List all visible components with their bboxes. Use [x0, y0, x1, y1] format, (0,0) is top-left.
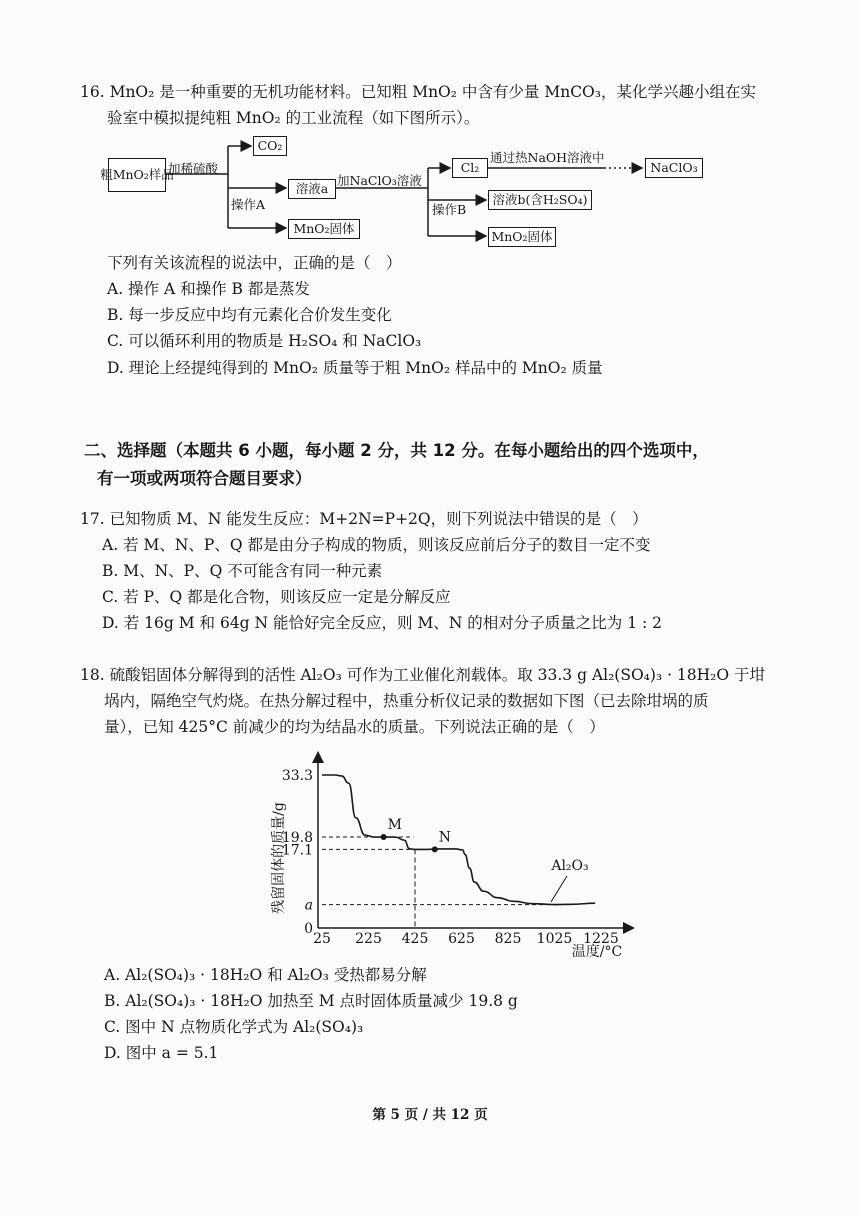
point-label-n: N — [438, 829, 452, 846]
q16-option-b: B. 每一步反应中均有元素化合价发生变化 — [107, 306, 392, 324]
x-tick-label: 625 — [448, 931, 475, 947]
q16-line2: 验室中模拟提纯粗 MnO₂ 的工业流程（如下图所示）。 — [107, 109, 480, 127]
flow-mno2-solid-a-box: MnO₂固体 — [288, 219, 360, 239]
point-n — [432, 846, 438, 852]
y-axis-label: 残留固体的质量/g — [271, 802, 287, 914]
q16-option-a: A. 操作 A 和操作 B 都是蒸发 — [107, 280, 310, 298]
flow-solution-b-box: 溶液b(含H₂SO₄) — [488, 190, 592, 210]
x-tick-label: 425 — [401, 931, 429, 947]
page-number: 第 5 页 / 共 12 页 — [372, 1107, 488, 1123]
flow-add-acid-label: 加稀硫酸 — [168, 161, 219, 176]
point-label-m: M — [387, 817, 402, 834]
q17-option-d: D. 若 16g M 和 64g N 能恰好完全反应，则 M、N 的相对分子质量之比为 1 : 2 — [102, 614, 663, 632]
x-tick-label: 25 — [313, 931, 331, 947]
x-tick-label: 1025 — [536, 931, 573, 947]
section2-heading-line1: 二、选择题（本题共 6 小题，每小题 2 分，共 12 分。在每小题给出的四个选项中， — [84, 441, 709, 460]
flow-mno2-solid-b-box: MnO₂固体 — [488, 227, 556, 247]
section2-heading-line2: 有一项或两项符合题目要求） — [97, 469, 312, 488]
x-tick-label: 1225 — [583, 931, 619, 947]
q16-stem: 下列有关该流程的说法中，正确的是（ ） — [107, 254, 402, 272]
flow-solution-a-box: 溶液a — [288, 179, 336, 199]
flow-op-a-label: 操作A — [231, 197, 266, 212]
mass-curve — [322, 775, 595, 905]
x-axis-label: 温度/°C — [571, 944, 623, 960]
flow-cl2-box: Cl₂ — [452, 158, 488, 178]
q18-line1: 18. 硫酸铝固体分解得到的活性 Al₂O₃ 可作为工业催化剂载体。取 33.3 g Al₂(SO₄)₃ · 18H₂O 于坩 — [80, 666, 766, 684]
x-tick-label: 825 — [494, 931, 522, 947]
y-tick-label: 17.1 — [281, 842, 313, 859]
y-tick-label: 33.3 — [281, 768, 313, 784]
annotation-al2o3: Al₂O₃ — [551, 858, 589, 874]
q18-option-b: B. Al₂(SO₄)₃ · 18H₂O 加热至 M 点时固体质量减少 19.8 g — [104, 992, 518, 1010]
flow-add-naclo3-label: 加NaClO₃溶液 — [337, 173, 422, 188]
q18-option-d: D. 图中 a = 5.1 — [104, 1044, 219, 1062]
y-tick-label: 19.8 — [281, 830, 313, 847]
point-m — [381, 834, 387, 840]
flow-sample-box: 粗MnO₂样品 — [108, 158, 166, 192]
q17-option-c: C. 若 P、Q 都是化合物，则该反应一定是分解反应 — [102, 588, 451, 606]
flow-op-b-label: 操作B — [432, 202, 467, 217]
y-tick-label: 0 — [304, 921, 313, 937]
flow-via-naoh-label: 通过热NaOH溶液中 — [490, 150, 605, 165]
q17-stem: 17. 已知物质 M、N 能发生反应：M+2N=P+2Q，则下列说法中错误的是（ ） — [80, 510, 648, 528]
annotation-leader — [551, 876, 567, 902]
y-tick-label: a — [304, 897, 313, 914]
q17-option-b: B. M、N、P、Q 不可能含有同一种元素 — [102, 562, 383, 580]
q18-line2: 埚内，隔绝空气灼烧。在热分解过程中，热重分析仪记录的数据如下图（已去除坩埚的质 — [104, 692, 709, 710]
q18-option-c: C. 图中 N 点物质化学式为 Al₂(SO₄)₃ — [104, 1018, 364, 1036]
q16-option-c: C. 可以循环利用的物质是 H₂SO₄ 和 NaClO₃ — [107, 332, 422, 350]
x-tick-label: 225 — [355, 931, 382, 947]
flow-naclo3-box: NaClO₃ — [645, 158, 703, 178]
q18-option-a: A. Al₂(SO₄)₃ · 18H₂O 和 Al₂O₃ 受热都易分解 — [104, 966, 427, 984]
q16-option-d: D. 理论上经提纯得到的 MnO₂ 质量等于粗 MnO₂ 样品中的 MnO₂ 质量 — [107, 359, 603, 377]
q16-line1: 16. MnO₂ 是一种重要的无机功能材料。已知粗 MnO₂ 中含有少量 MnCO₃，某化学兴趣小组在实 — [80, 83, 756, 101]
q17-option-a: A. 若 M、N、P、Q 都是由分子构成的物质，则该反应前后分子的数目一定不变 — [102, 536, 651, 554]
flow-co2-box: CO₂ — [253, 136, 287, 156]
q18-line3: 量），已知 425°C 前减少的均为结晶水的质量。下列说法正确的是（ ） — [104, 718, 605, 736]
